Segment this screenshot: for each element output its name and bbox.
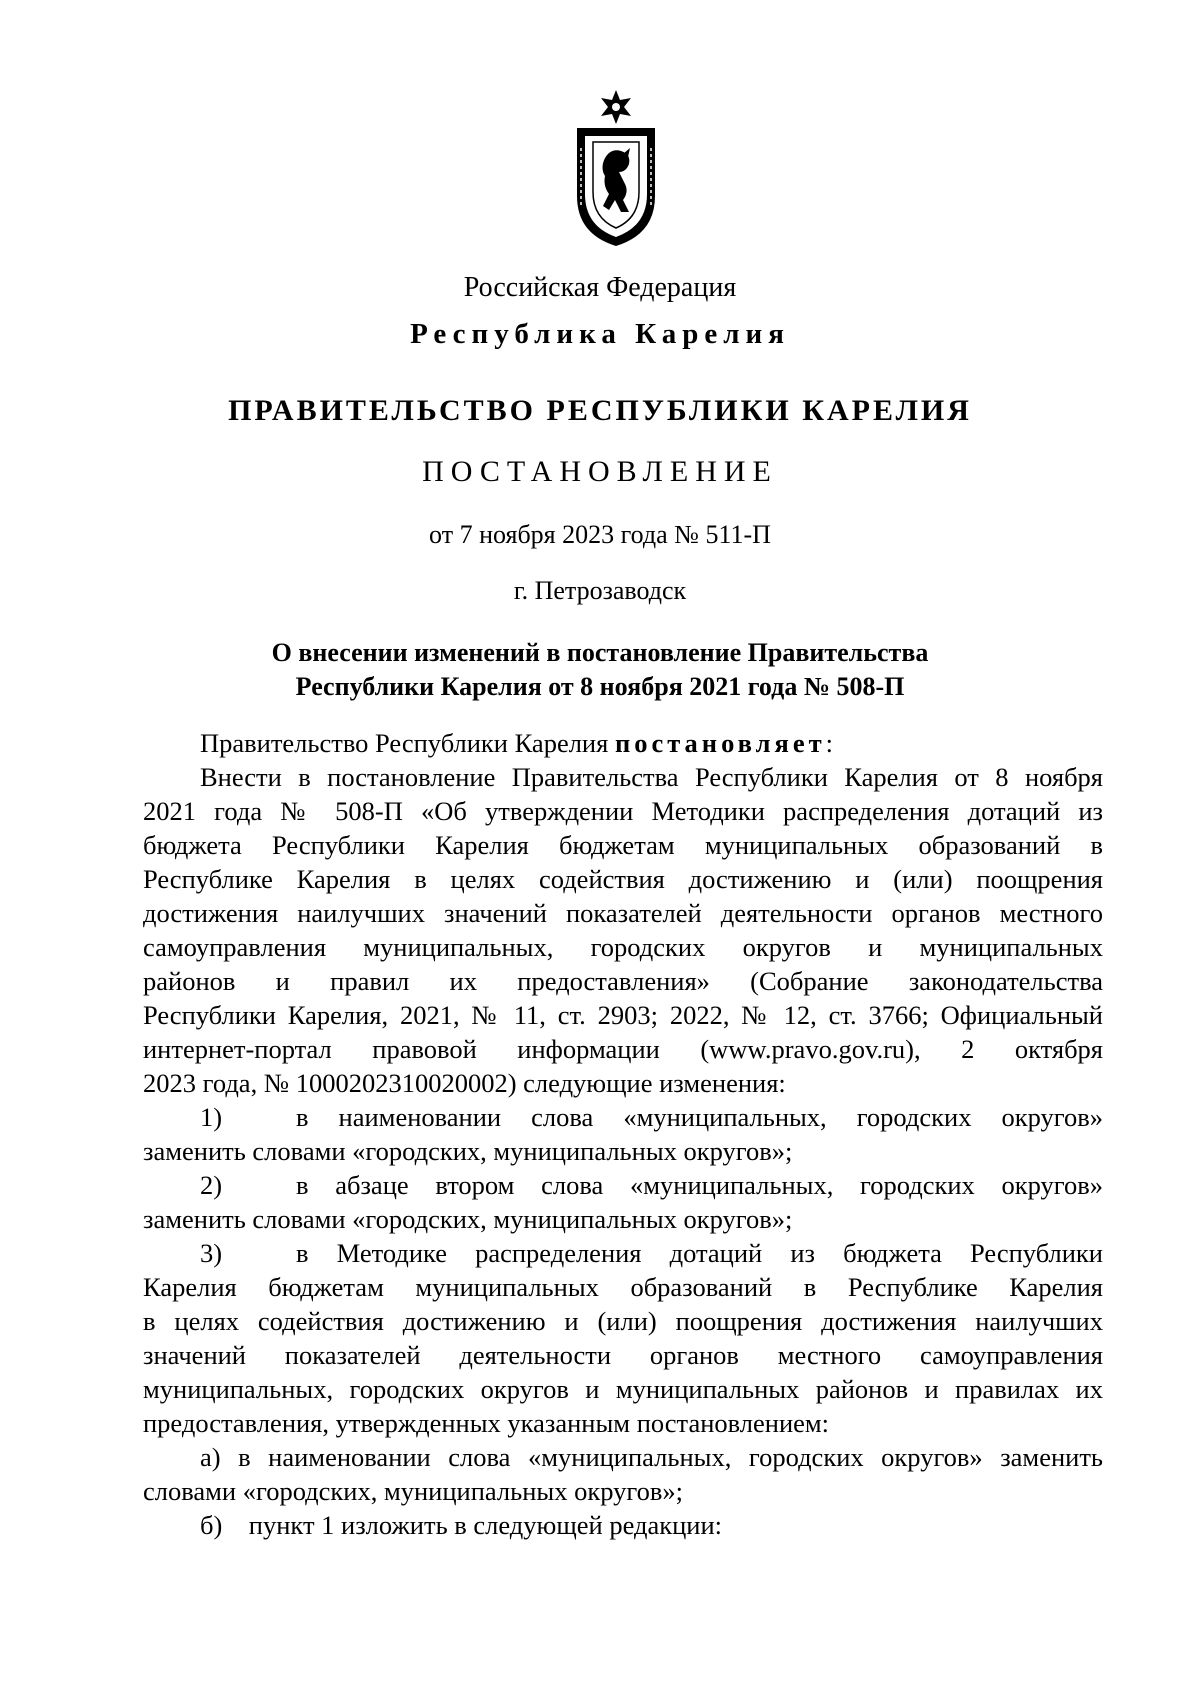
list-item-continuation: муниципальных, городских округов и муниципальных районов и правилах их: [143, 1374, 1103, 1404]
document-city: г. Петрозаводск: [513, 576, 687, 605]
body-line: 2021 года № 508-П «Об утверждении Методики распределения дотаций из: [143, 796, 1103, 826]
document-kind: ПОСТАНОВЛЕНИЕ: [422, 455, 778, 488]
list-item-continuation: Карелия бюджетам муниципальных образований в Республике Карелия: [143, 1272, 1103, 1302]
sub-item-a: а) в наименовании слова «муниципальных, городских округов» заменить: [200, 1442, 1103, 1472]
sub-item-a-continuation: словами «городских, муниципальных округов»;: [143, 1476, 683, 1506]
government-name: ПРАВИТЕЛЬСТВО РЕСПУБЛИКИ КАРЕЛИЯ: [228, 394, 972, 427]
body-line: 2023 года, № 1000202310020002) следующие изменения:: [143, 1068, 786, 1098]
intro-text: Правительство Республики Карелия: [200, 728, 615, 758]
list-item-continuation: в целях содействия достижению и (или) поощрения достижения наилучших: [143, 1306, 1103, 1336]
list-item-number: 1): [200, 1102, 223, 1132]
body-line: Республики Карелия, 2021, № 11, ст. 2903; 2022, № 12, ст. 3766; Официальный: [143, 1000, 1103, 1030]
republic-name: Республика Карелия: [410, 318, 790, 350]
body-line: достижения наилучших значений показателей деятельности органов местного: [143, 898, 1103, 928]
document-date-number: от 7 ноября 2023 года № 511-П: [429, 520, 771, 549]
list-item-text: в наименовании слова «муниципальных, городских округов»: [296, 1102, 1103, 1132]
body-line: Внести в постановление Правительства Республики Карелия от 8 ноября: [200, 762, 1103, 792]
body-line: районов и правил их предоставления» (Собрание законодательства: [143, 966, 1103, 996]
body-line: Республике Карелия в целях содействия достижению и (или) поощрения: [143, 864, 1103, 894]
list-item-number: 3): [200, 1238, 223, 1268]
list-item-number: 2): [200, 1170, 223, 1200]
intro-paragraph: [143, 726, 1103, 760]
list-item-continuation: предоставления, утвержденных указанным постановлением:: [143, 1408, 830, 1438]
intro-colon: :: [825, 728, 833, 758]
list-item-continuation: значений показателей деятельности органов местного самоуправления: [143, 1340, 1103, 1370]
sub-item-b: б) пункт 1 изложить в следующей редакции:: [200, 1510, 723, 1540]
document-title: [0, 636, 1200, 704]
body-line: интернет-портал правовой информации (www.pravo.gov.ru), 2 октября: [143, 1034, 1103, 1064]
document-title-line: Республики Карелия от 8 ноября 2021 года № 508-П: [295, 672, 905, 701]
document-body: [143, 726, 1103, 1542]
document-title-line: О внесении изменений в постановление Правительства: [271, 638, 929, 667]
list-item-1: [143, 1100, 1103, 1134]
intro-keyword: постановляет: [614, 728, 826, 758]
body-line: самоуправления муниципальных, городских округов и муниципальных: [143, 932, 1103, 962]
body-line: бюджета Республики Карелия бюджетам муниципальных образований в: [143, 830, 1103, 860]
list-item-continuation: заменить словами «городских, муниципальных округов»;: [143, 1136, 793, 1166]
list-item-3: [143, 1236, 1103, 1270]
list-item-2: [143, 1168, 1103, 1202]
list-item-continuation: заменить словами «городских, муниципальных округов»;: [143, 1204, 793, 1234]
list-item-text: в Методике распределения дотаций из бюджета Республики: [296, 1238, 1103, 1268]
country-name: Российская Федерация: [463, 272, 737, 303]
list-item-text: в абзаце втором слова «муниципальных, городских округов»: [296, 1170, 1103, 1200]
karelia-coat-of-arms-icon: [563, 88, 669, 248]
